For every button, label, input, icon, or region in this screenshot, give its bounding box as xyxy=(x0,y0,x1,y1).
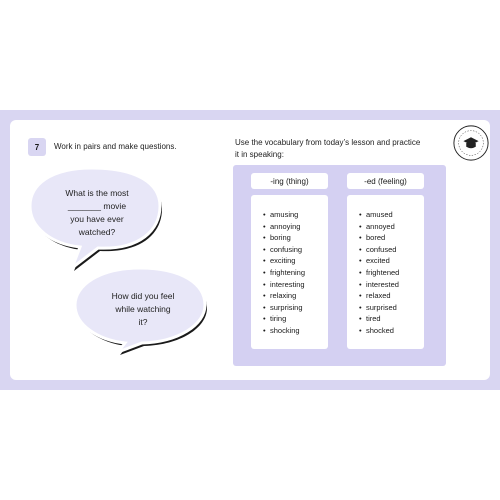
school-logo xyxy=(452,124,490,162)
ed-column-header: -ed (feeling) xyxy=(347,173,424,189)
ing-word-item: • shocking xyxy=(263,325,328,337)
ed-word-item: • amused xyxy=(359,209,424,221)
ed-word-item: • shocked xyxy=(359,325,424,337)
ed-word-item: • frightened xyxy=(359,267,424,279)
ing-word-item: • annoying xyxy=(263,221,328,233)
ing-word-item: • interesting xyxy=(263,279,328,291)
ing-word-item: • confusing xyxy=(263,244,328,256)
ing-word-item: • surprising xyxy=(263,302,328,314)
ed-word-item: • relaxed xyxy=(359,290,424,302)
ed-word-item: • interested xyxy=(359,279,424,291)
ed-word-item: • bored xyxy=(359,232,424,244)
ed-word-list xyxy=(347,195,424,349)
vocab-instruction-line2: it in speaking: xyxy=(235,150,284,159)
question-2-text: How did you feel while watching it? xyxy=(111,291,175,327)
ing-word-list xyxy=(251,195,328,349)
question-1-text: What is the most _______ movie you have ever watched? xyxy=(65,188,129,237)
ed-word-item: • surprised xyxy=(359,302,424,314)
ing-word-item: • boring xyxy=(263,232,328,244)
ing-word-item: • tiring xyxy=(263,313,328,325)
task-instruction: Work in pairs and make questions. xyxy=(54,142,177,151)
ed-word-item: • confused xyxy=(359,244,424,256)
ing-word-item: • relaxing xyxy=(263,290,328,302)
ed-word-item: • tired xyxy=(359,313,424,325)
ed-word-item: • excited xyxy=(359,255,424,267)
ed-word-item: • annoyed xyxy=(359,221,424,233)
ing-column-header: -ing (thing) xyxy=(251,173,328,189)
ing-word-item: • amusing xyxy=(263,209,328,221)
vocab-instruction-line1: Use the vocabulary from today’s lesson and practice xyxy=(235,138,421,147)
ing-word-item: • frightening xyxy=(263,267,328,279)
ing-word-item: • exciting xyxy=(263,255,328,267)
task-number-badge: 7 xyxy=(28,138,46,156)
